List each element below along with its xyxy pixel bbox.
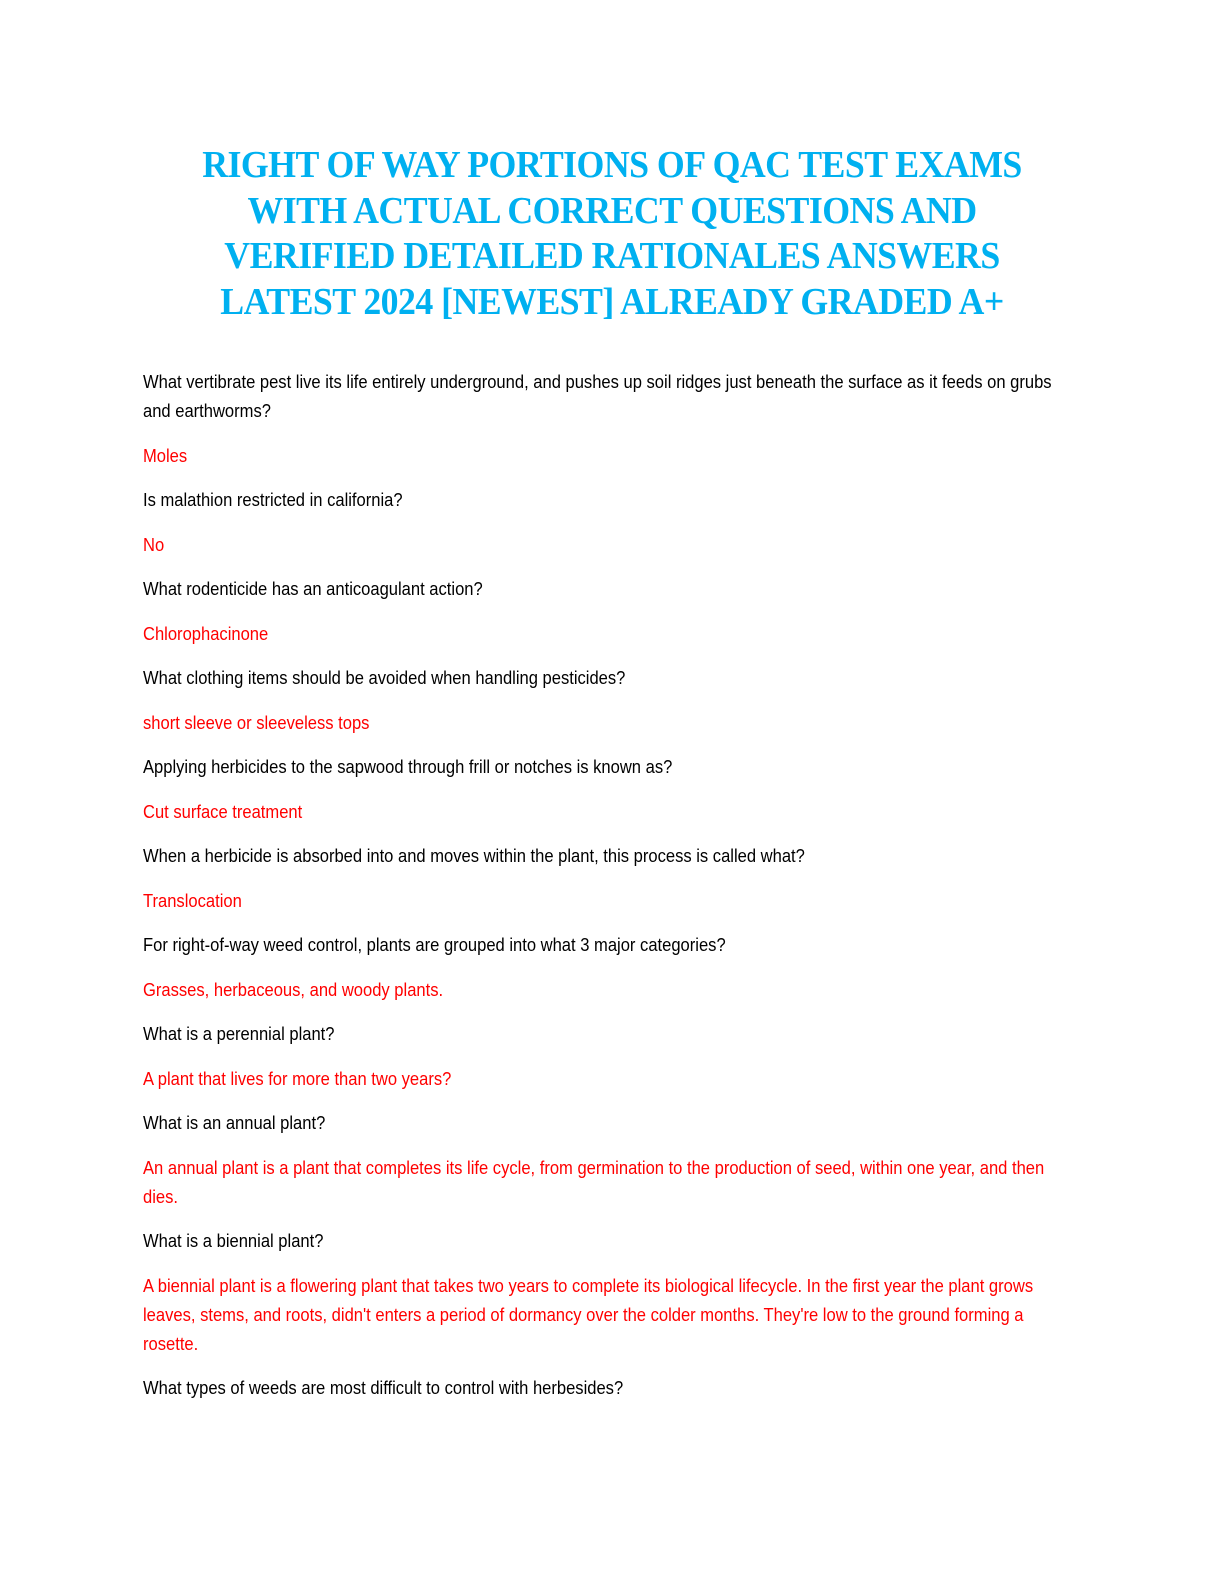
title-line: VERIFIED DETAILED RATIONALES ANSWERS <box>224 235 1000 277</box>
answer: Moles <box>143 445 188 466</box>
question: For right-of-way weed control, plants are grouped into what 3 major categories? <box>143 935 726 955</box>
answer: short sleeve or sleeveless tops <box>143 712 370 733</box>
answer: Translocation <box>143 890 242 911</box>
qa-list <box>143 368 1083 1419</box>
question: What clothing items should be avoided when handling pesticides? <box>143 668 626 688</box>
title-line: LATEST 2024 [NEWEST] ALREADY GRADED A+ <box>220 280 1004 323</box>
question: What rodenticide has an anticoagulant action? <box>143 579 483 599</box>
question: What vertibrate pest live its life entirely underground, and pushes up soil ridges just beneath the surface as it feeds on grubs and earthworms? <box>143 372 1052 421</box>
answer: Chlorophacinone <box>143 623 269 644</box>
answer: An annual plant is a plant that completes its life cycle, from germination to the production of seed, within one year, and then dies. <box>143 1157 1045 1207</box>
title-line: RIGHT OF WAY PORTIONS OF QAC TEST EXAMS <box>202 144 1022 186</box>
title-line: WITH ACTUAL CORRECT QUESTIONS AND <box>247 189 977 232</box>
question: When a herbicide is absorbed into and moves within the plant, this process is called what? <box>143 846 805 866</box>
question: Applying herbicides to the sapwood through frill or notches is known as? <box>143 757 673 777</box>
answer: A plant that lives for more than two years? <box>143 1068 452 1089</box>
document-title <box>136 143 1088 325</box>
question: Is malathion restricted in california? <box>143 490 403 510</box>
answer: A biennial plant is a flowering plant that takes two years to complete its biological lifecycle. In the first year the plant grows leaves, stems, and roots, didn't enters a period of dormancy over the colder months. They're low to the ground forming a rosette. <box>143 1275 1034 1354</box>
answer: Grasses, herbaceous, and woody plants. <box>143 979 444 1000</box>
answer: Cut surface treatment <box>143 801 303 822</box>
question: What is an annual plant? <box>143 1113 326 1133</box>
question: What is a biennial plant? <box>143 1231 324 1251</box>
answer: No <box>143 534 165 555</box>
question: What types of weeds are most difficult to control with herbesides? <box>143 1378 624 1398</box>
question: What is a perennial plant? <box>143 1024 335 1044</box>
